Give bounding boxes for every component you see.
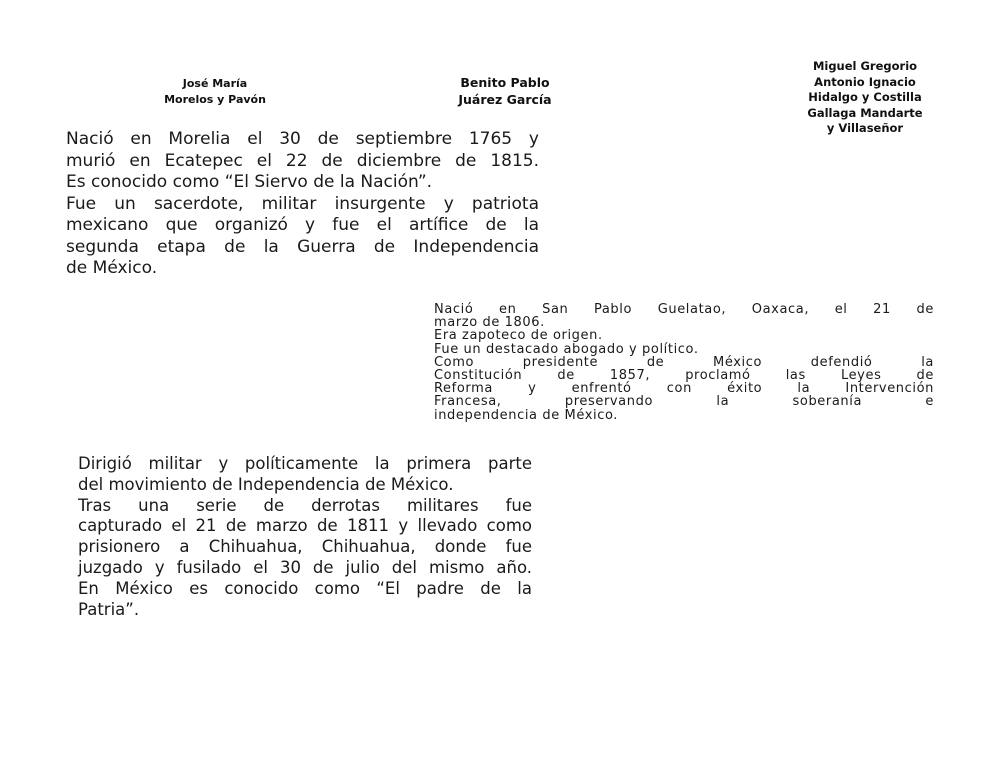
description-juarez[interactable] xyxy=(434,303,934,422)
description-line: Patria”. xyxy=(78,599,140,619)
description-line: Nació en Morelia el 30 de septiembre 1765 y xyxy=(66,129,539,149)
description-line: segunda etapa de la Guerra de Independencia xyxy=(66,236,539,257)
description-line: Nació en San Pablo Guelatao, Oaxaca, el 21 de xyxy=(434,302,934,317)
description-line: Era zapoteco de origen. xyxy=(434,328,603,344)
description-line: mexicano que organizó y fue el artífice de la xyxy=(66,215,539,235)
description-line: Tras una serie de derrotas militares fue xyxy=(78,495,532,515)
description-morelos[interactable] xyxy=(66,129,539,280)
description-line: Fue un sacerdote, militar insurgente y patriota xyxy=(66,193,539,214)
name-label-juarez[interactable]: Benito Pablo Juárez García xyxy=(458,75,552,107)
description-line: Dirigió militar y políticamente la primera parte xyxy=(78,454,532,473)
name-label-hidalgo[interactable]: Miguel Gregorio Antonio Ignacio Hidalgo y Costilla Gallaga Mandarte y Villaseñor xyxy=(807,59,923,135)
description-line: del movimiento de Independencia de México. xyxy=(78,474,454,494)
description-line: Francesa, preservando la soberanía e xyxy=(434,394,934,410)
name-label-morelos[interactable]: José María Morelos y Pavón xyxy=(164,77,266,106)
description-line: Fue un destacado abogado y político. xyxy=(434,341,699,357)
description-line: capturado el 21 de marzo de 1811 y llevado como xyxy=(78,516,532,536)
description-line: En México es conocido como “El padre de la xyxy=(78,578,532,598)
description-hidalgo[interactable] xyxy=(78,454,532,620)
description-line: juzgado y fusilado el 30 de julio del mismo año. xyxy=(78,557,532,577)
description-line: marzo de 1806. xyxy=(434,315,545,331)
description-line: prisionero a Chihuahua, Chihuahua, donde fue xyxy=(78,537,532,557)
description-line: Reforma y enfrentó con éxito la Intervención xyxy=(434,381,934,397)
description-line: Es conocido como “El Siervo de la Nación”. xyxy=(66,172,433,192)
description-line: de México. xyxy=(66,258,158,278)
description-line: independencia de México. xyxy=(434,407,619,423)
description-line: Como presidente de México defendió la xyxy=(434,354,934,370)
description-line: murió en Ecatepec el 22 de diciembre de 1815. xyxy=(66,150,539,171)
description-line: Constitución de 1857, proclamó las Leyes de xyxy=(434,368,934,384)
